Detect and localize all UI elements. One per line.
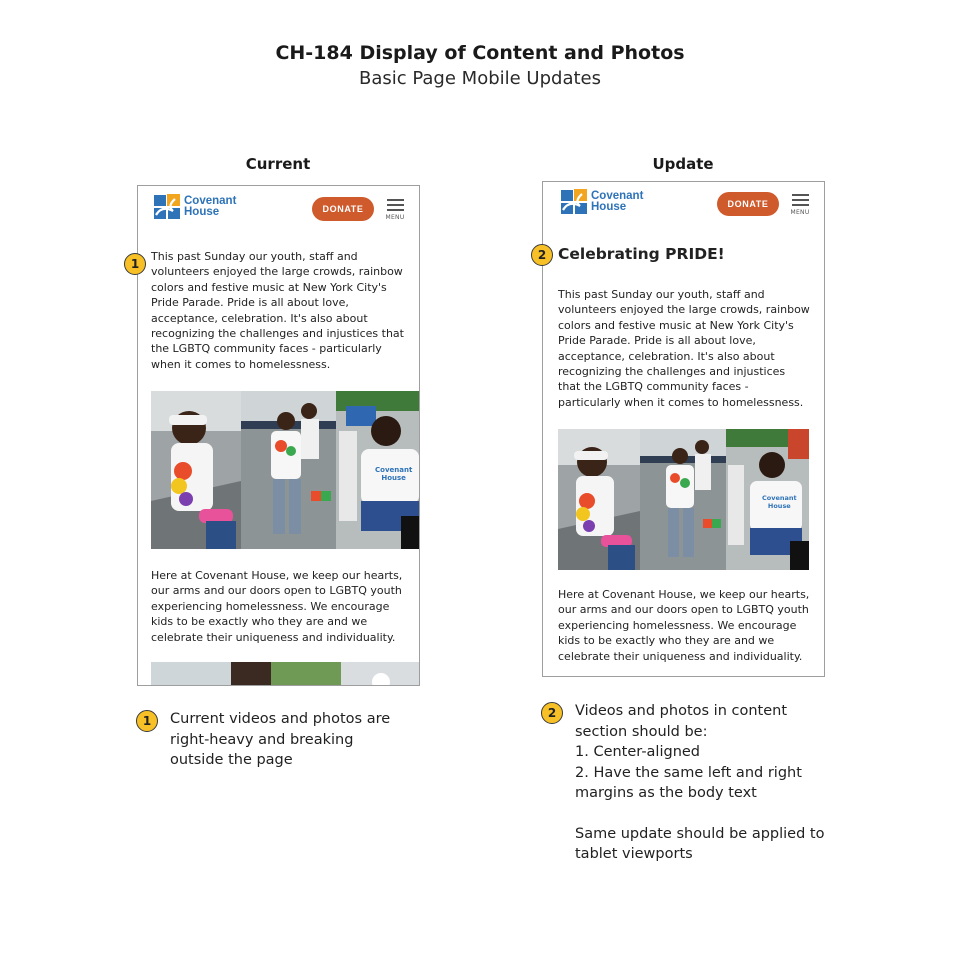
shirt-line2: House [767,501,791,510]
logo-line2: House [591,201,627,213]
shirt-line1: Covenant [762,494,797,502]
annotation-badge-1: 1 [124,253,146,275]
shirt-logo-text [762,495,797,510]
next-photo-partial [151,662,420,686]
note-update-line-3: 2. Have the same left and right margins as the body text [575,764,802,801]
content-heading: Celebrating PRIDE! [558,245,725,263]
body-paragraph-2: Here at Covenant House, we keep our hearts, our arms and our doors open to LGBTQ youth experiencing homelessness. We encourage kids to be exactly who they are and we celebrate their uniqueness and individuality. [558,588,810,663]
shirt-line1: Covenant [375,466,413,474]
note-current: Current videos and photos are right-heavy and breaking outside the page [170,711,391,768]
hamburger-icon-bar [387,209,404,211]
hamburger-icon [792,194,809,196]
covenant-house-logo-icon [153,193,181,221]
shirt-logo-text [375,466,412,482]
note-badge-2: 2 [541,702,563,724]
covenant-house-logo[interactable] [560,188,643,216]
menu-button[interactable] [384,197,406,221]
logo-line1: Covenant [591,190,644,202]
logo-line2: House [184,206,220,218]
annotation-badge-2: 2 [531,244,553,266]
hamburger-icon-bar [387,204,404,206]
shirt-line2: House [381,474,406,482]
hamburger-icon-bar [792,199,809,201]
menu-label: MENU [790,208,810,216]
covenant-house-logo-icon [560,188,588,216]
update-label: Update [652,155,714,173]
donate-button[interactable]: DONATE [312,197,374,221]
current-phone-mockup [137,185,420,686]
donate-button[interactable]: DONATE [717,192,779,216]
page-subtitle: Basic Page Mobile Updates [358,68,601,89]
page-title: CH-184 Display of Content and Photos [275,42,685,64]
hamburger-icon [387,199,404,201]
body-paragraph-2: Here at Covenant House, we keep our hearts, our arms and our doors open to LGBTQ youth experiencing homelessness. We encourage kids to be exactly who they are and we celebrate their uniqueness and individuality. [151,569,403,644]
body-paragraph-1: This past Sunday our youth, staff and volunteers enjoyed the large crowds, rainbow colors and festive music at New York City's Pride Parade. Pride is all about love, acceptance, celebration. It's also about recognizing the challenges and injustices that the LGBTQ community faces - particularly when it comes to homelessness. [151,250,404,371]
note-update [575,701,825,865]
logo-line1: Covenant [184,195,237,207]
note-update-extra: Same update should be applied to tablet viewports [575,825,825,862]
menu-label: MENU [385,213,405,221]
parade-photo [558,429,809,570]
note-update-line-2: 1. Center-aligned [575,744,701,760]
menu-button[interactable] [789,192,811,216]
note-spacer [575,804,825,824]
hamburger-icon-bar [792,204,809,206]
current-label: Current [245,155,311,173]
update-phone-mockup [542,181,825,677]
body-paragraph-1: This past Sunday our youth, staff and volunteers enjoyed the large crowds, rainbow colors and festive music at New York City's Pride Parade. Pride is all about love, acceptance, celebration. It's also about recognizing the challenges and injustices that the LGBTQ community faces - particularly when it comes to homelessness. [558,288,810,409]
covenant-house-logo[interactable] [153,193,236,221]
parade-photo [151,391,420,549]
note-update-line-1: Videos and photos in content section should be: [575,703,788,740]
note-badge-1: 1 [136,710,158,732]
